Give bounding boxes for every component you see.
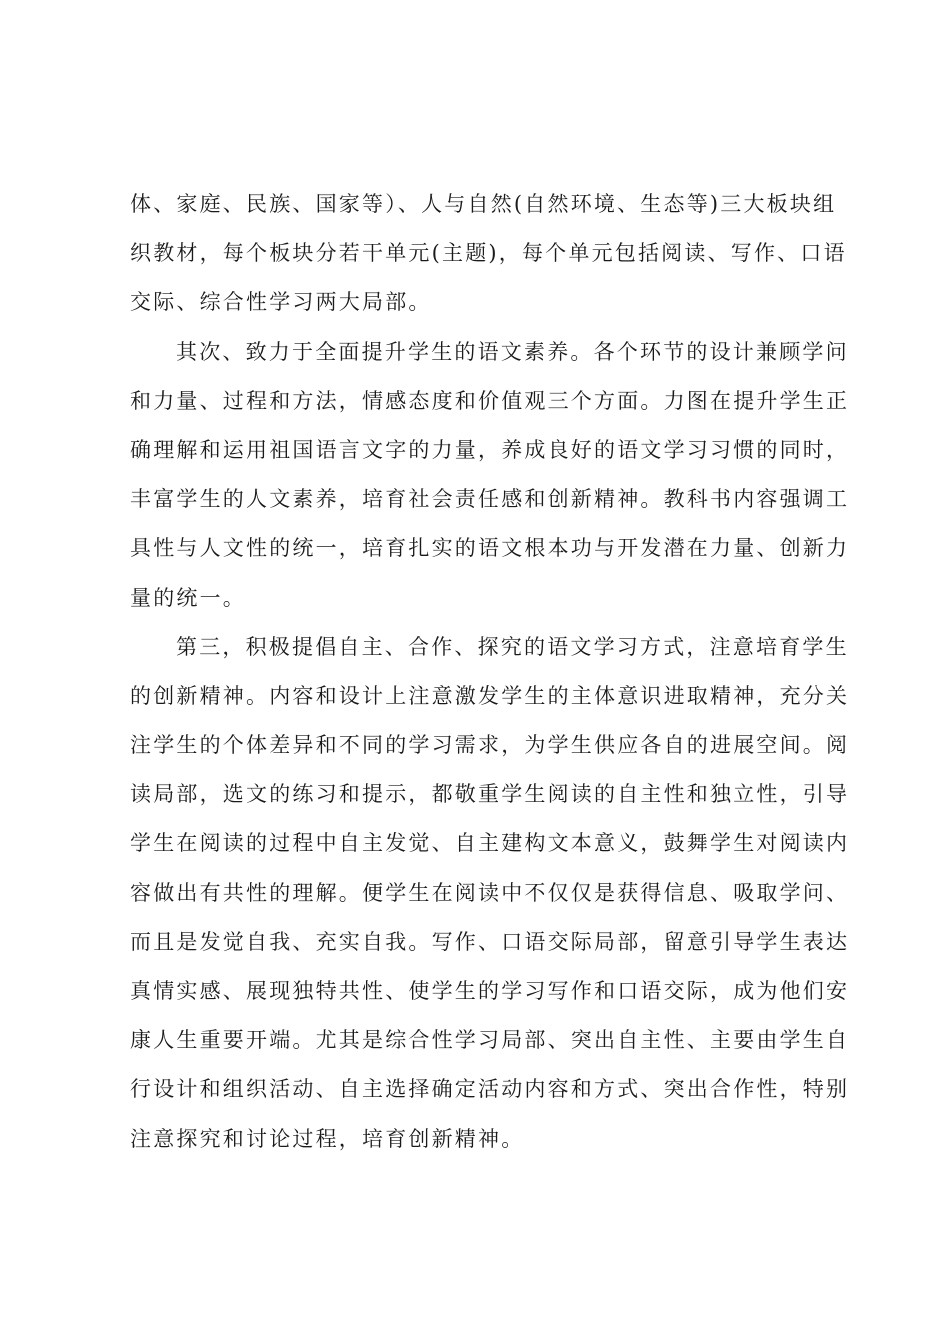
- text-line: 行设计和组织活动、自主选择确定活动内容和方式、突出合作性，特别: [130, 1077, 850, 1102]
- text-line: 量的统一。: [130, 585, 246, 610]
- text-line: 其次、致力于全面提升学生的语文素养。各个环节的设计兼顾学问: [176, 339, 849, 364]
- text-line: 和力量、过程和方法，情感态度和价值观三个方面。力图在提升学生正: [130, 388, 850, 413]
- text-line: 确理解和运用祖国语言文字的力量，养成良好的语文学习习惯的同时，: [130, 437, 850, 462]
- text-line: 的创新精神。内容和设计上注意激发学生的主体意识进取精神，充分关: [130, 683, 850, 708]
- text-line: 注意探究和讨论过程，培育创新精神。: [130, 1126, 525, 1151]
- text-line: 学生在阅读的过程中自主发觉、自主建构文本意义，鼓舞学生对阅读内: [130, 831, 850, 856]
- text-line: 读局部，选文的练习和提示，都敬重学生阅读的自主性和独立性，引导: [130, 782, 850, 807]
- text-line: 织教材，每个板块分若干单元(主题)，每个单元包括阅读、写作、口语: [130, 241, 847, 266]
- text-line: 而且是发觉自我、充实自我。写作、口语交际局部，留意引导学生表达: [130, 929, 850, 954]
- text-line: 具性与人文性的统一，培育扎实的语文根本功与开发潜在力量、创新力: [130, 536, 850, 561]
- text-line: 体、家庭、民族、国家等）、人与自然(自然环境、生态等)三大板块组: [130, 192, 837, 216]
- text-line: 交际、综合性学习两大局部。: [130, 290, 432, 315]
- text-line: 容做出有共性的理解。便学生在阅读中不仅仅是获得信息、吸取学问、: [130, 880, 850, 905]
- body-text: [130, 180, 850, 1164]
- text-line: 第三，积极提倡自主、合作、探究的语文学习方式，注意培育学生: [176, 634, 849, 659]
- text-line: 康人生重要开端。尤其是综合性学习局部、突出自主性、主要由学生自: [130, 1028, 850, 1053]
- text-line: 丰富学生的人文素养，培育社会责任感和创新精神。教科书内容强调工: [130, 487, 850, 512]
- text-line: 注学生的个体差异和不同的学习需求，为学生供应各自的进展空间。阅: [130, 733, 850, 758]
- text-line: 真情实感、展现独特共性、使学生的学习写作和口语交际，成为他们安: [130, 979, 850, 1003]
